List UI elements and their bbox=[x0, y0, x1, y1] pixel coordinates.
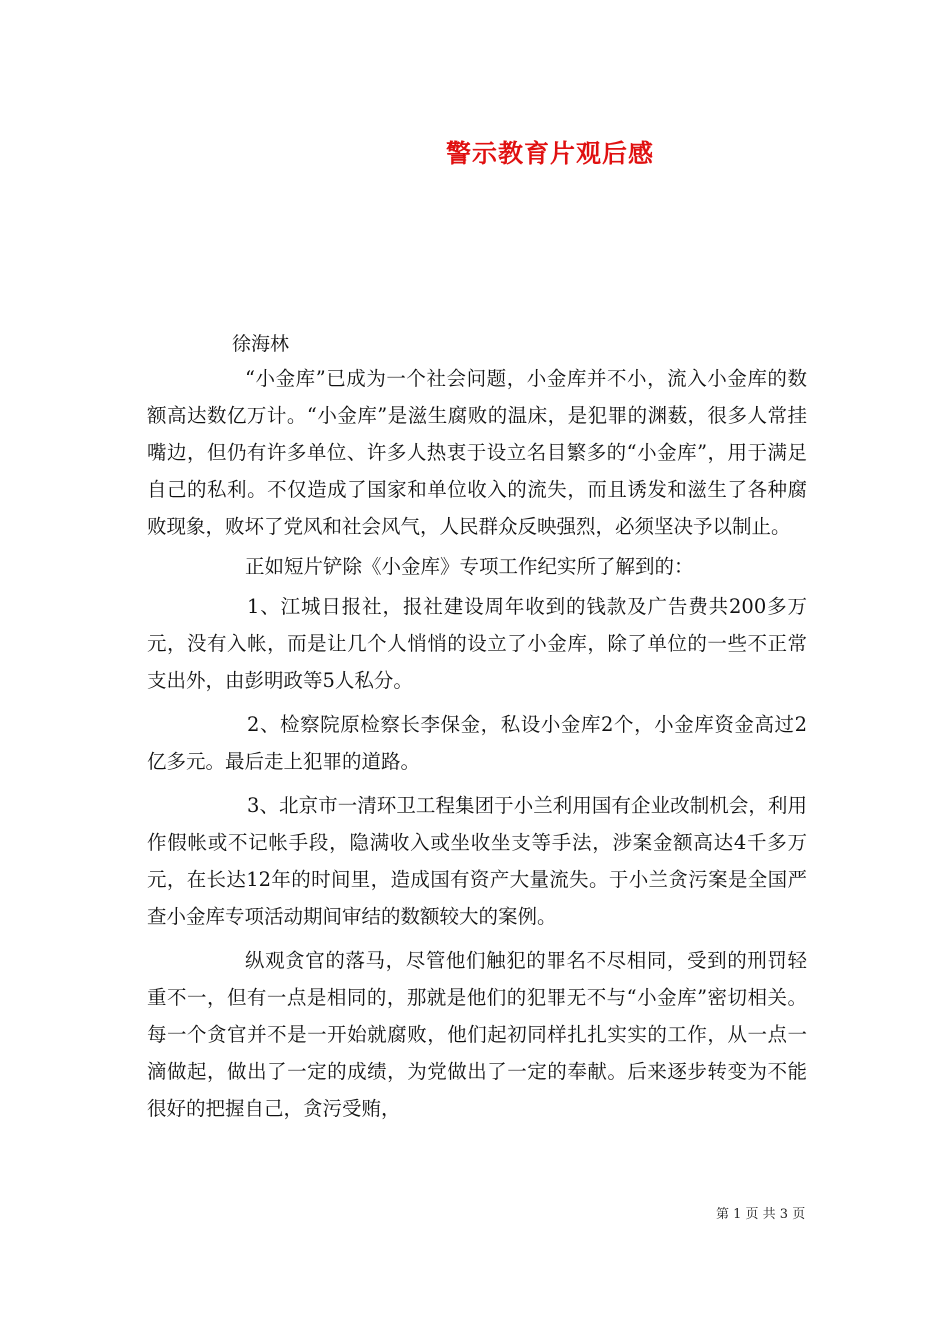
paragraph-case-1: 1、江城日报社，报社建设周年收到的钱款及广告费共200多万元，没有入帐，而是让几个人悄悄的设立了小金库，除了单位的一些不正常支出外，由彭明政等5人私分。 bbox=[147, 595, 807, 692]
paragraph-case-2: 2、检察院原检察长李保金，私设小金库2个，小金库资金高过2亿多元。最后走上犯罪的道路。 bbox=[147, 713, 807, 773]
author-name: 徐海林 bbox=[232, 333, 290, 355]
document-title: 警示教育片观后感 bbox=[445, 139, 654, 168]
paragraph-intro: “小金库”已成为一个社会问题，小金库并不小，流入小金库的数额高达数亿万计。“小金库”是滋生腐败的温床，是犯罪的渊薮，很多人常挂嘴边，但仍有许多单位、许多人热衷于设立名目繁多的“小金库”，用于满足自己的私利。不仅造成了国家和单位收入的流失，而且诱发和滋生了各种腐败现象，败坏了党风和社会风气，人民群众反映强烈，必须坚决予以制止。 bbox=[147, 367, 807, 538]
paragraph-case-3: 3、北京市一清环卫工程集团于小兰利用国有企业改制机会，利用作假帐或不记帐手段，隐满收入或坐收坐支等手法，涉案金额高达4千多万元，在长达12年的时间里，造成国有资产大量流失。于小兰贪污案是全国严查小金库专项活动期间审结的数额较大的案例。 bbox=[147, 794, 807, 928]
page-number: 第 1 页 共 3 页 bbox=[716, 1207, 806, 1222]
paragraph-analysis: 纵观贪官的落马，尽管他们触犯的罪名不尽相同，受到的刑罚轻重不一，但有一点是相同的，那就是他们的犯罪无不与“小金库”密切相关。每一个贪官并不是一开始就腐败，他们起初同样扎扎实实的工作，从一点一滴做起，做出了一定的成绩，为党做出了一定的奉献。后来逐步转变为不能很好的把握自己，贪污受贿， bbox=[147, 949, 807, 1120]
paragraph-lead: 正如短片铲除《小金库》专项工作纪实所了解到的： bbox=[245, 555, 694, 578]
document-body bbox=[147, 360, 807, 1127]
